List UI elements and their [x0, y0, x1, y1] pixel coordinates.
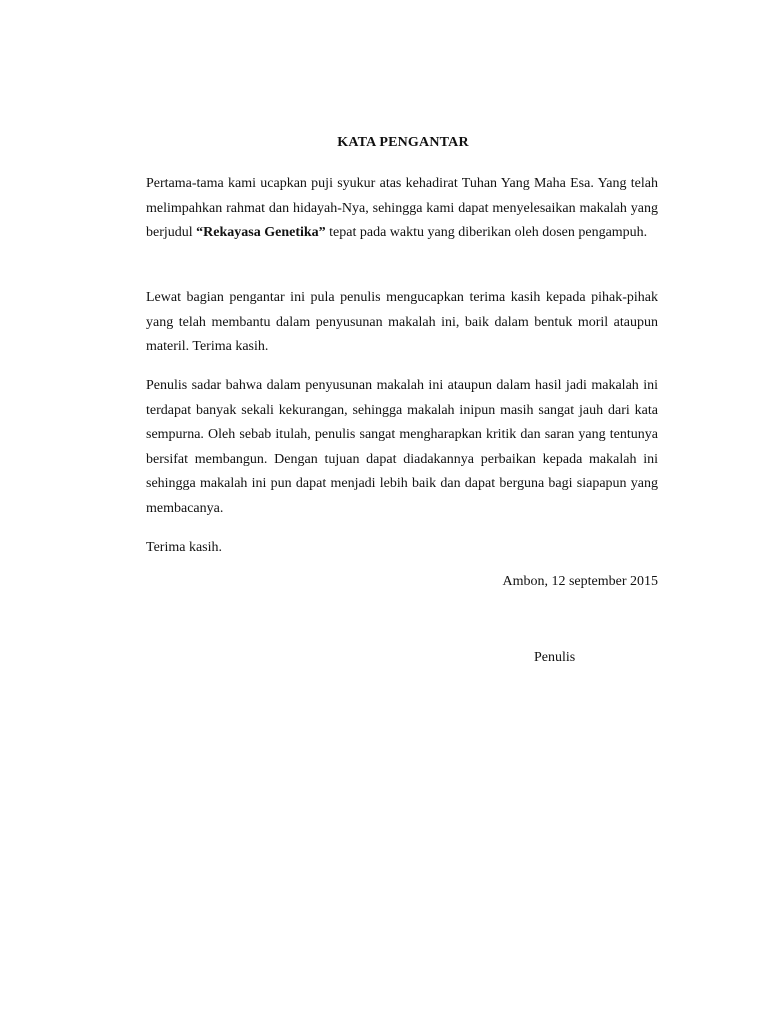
paragraph-shortcomings: Penulis sadar bahwa dalam penyusunan makalah ini ataupun dalam hasil jadi makalah ini terdapat banyak sekali kekurangan, sehingga makalah inipun masih sangat jauh dari kata sempurna. Oleh sebab itulah, penulis sangat mengharapkan kritik dan saran yang tentunya bersifat membangun. Dengan tujuan dapat diadakannya perbaikan kepada makalah ini sehingga makalah ini pun dapat menjadi lebih baik dan dapat berguna bagi siapapun yang membacanya. [146, 378, 658, 516]
place-and-date: Ambon, 12 september 2015 [502, 574, 658, 589]
paragraph-closing: Terima kasih. [146, 540, 222, 555]
paragraph-intro [146, 172, 658, 246]
paragraph-intro-text-start: Pertama-tama kami ucapkan puji syukur atas kehadirat Tuhan Yang Maha Esa. Yang telah melimpahkan rahmat dan hidayah-Nya, sehingga kami dapat menyelesaikan makalah yang berjudul [146, 176, 658, 240]
paragraph-intro-text-end: tepat pada waktu yang diberikan oleh dosen pengampuh. [325, 225, 648, 240]
document-title: KATA PENGANTAR [337, 135, 469, 150]
signature-name: Penulis [534, 650, 576, 665]
paragraph-thanks: Lewat bagian pengantar ini pula penulis mengucapkan terima kasih kepada pihak-pihak yang telah membantu dalam penyusunan makalah ini, baik dalam bentuk moril ataupun materil. Terima kasih. [146, 290, 658, 354]
paper-title-bold: “Rekayasa Genetika” [196, 225, 326, 240]
